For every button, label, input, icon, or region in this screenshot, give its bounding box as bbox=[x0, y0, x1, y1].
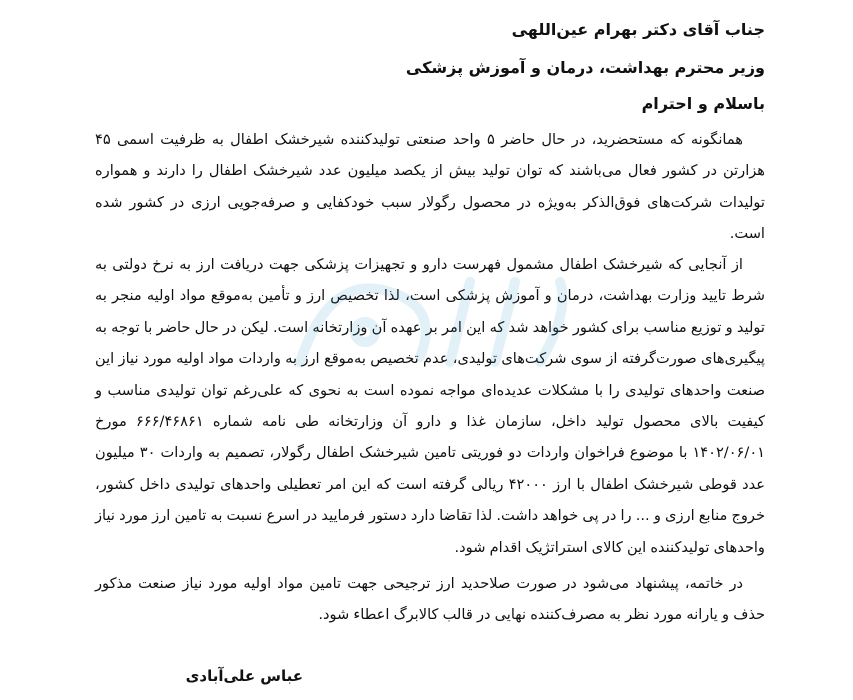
signatory-name: عباس علی‌آبادی bbox=[185, 667, 303, 685]
paragraph-main: از آنجایی که شیرخشک اطفال مشمول فهرست دارو و تجهیزات پزشکی جهت دریافت ارز به نرخ دولتی به شرط تایید وزارت بهداشت، درمان و آموزش پزشکی است، لذا تخصیص ارز و تأمین به‌موقع مواد اولیه منجر به تولید و توزیع مناسب برای کشور خواهد شد که این امر بر عهده آن وزارتخانه است. لیکن در حال حاضر با توجه به پیگیری‌های صورت‌گرفته از سوی شرکت‌های تولیدی، عدم تخصیص به‌موقع ارز به واردات مواد اولیه مورد نیاز این صنعت واحدهای تولیدی را با مشکلات عدیده‌ای مواجه نموده است به نحوی که علی‌رغم توان تولیدی مناسب و کیفیت بالای محصول تولید داخل، سازمان غذا و دارو آن وزارتخانه طی نامه شماره ۶۶۶/۴۶۸۶۱ مورخ ۱۴۰۲/۰۶/۰۱ با موضوع فراخوان واردات دو فوریتی تامین شیرخشک اطفال رگولار، تصمیم به واردات ۳۰ میلیون عدد قوطی شیرخشک اطفال با ارز ۴۲۰۰۰ ریالی گرفته است که این امر تعطیلی واحدهای تولیدی داخل کشور، خروج منابع ارزی و ... را در پی خواهد داشت. لذا تقاضا دارد دستور فرمایید در اسرع نسبت به تامین ارز مورد نیاز واحدهای تولیدکننده این کالای استراتژیک اقدام شود. bbox=[95, 256, 765, 556]
paragraph-intro: همانگونه که مستحضرید، در حال حاضر ۵ واحد صنعتی تولیدکننده شیرخشک اطفال به ظرفیت اسمی ۴۵ هزارتن در کشور فعال می‌باشند که توان تولید بیش از یکصد میلیون عدد شیرخشک اطفال را دارند و همواره تولیدات شرکت‌های فوق‌الذکر به‌ویژه در محصول رگولار سبب خودکفایی و صرفه‌جویی ارزی در کشور شده است. bbox=[95, 131, 765, 243]
recipient-title: وزیر محترم بهداشت، درمان و آموزش پزشکی bbox=[405, 58, 765, 77]
recipient-line: جناب آقای دکتر بهرام عین‌اللهی bbox=[511, 20, 765, 39]
paragraph-closing: در خاتمه، پیشنهاد می‌شود در صورت صلاحدید ارز ترجیحی جهت تامین مواد اولیه مورد نیاز صنعت مذکور حذف و یارانه مورد نظر به مصرف‌کننده نهایی در قالب کالابرگ اعطاء شود. bbox=[95, 575, 765, 624]
greeting: باسلام و احترام bbox=[641, 94, 765, 113]
